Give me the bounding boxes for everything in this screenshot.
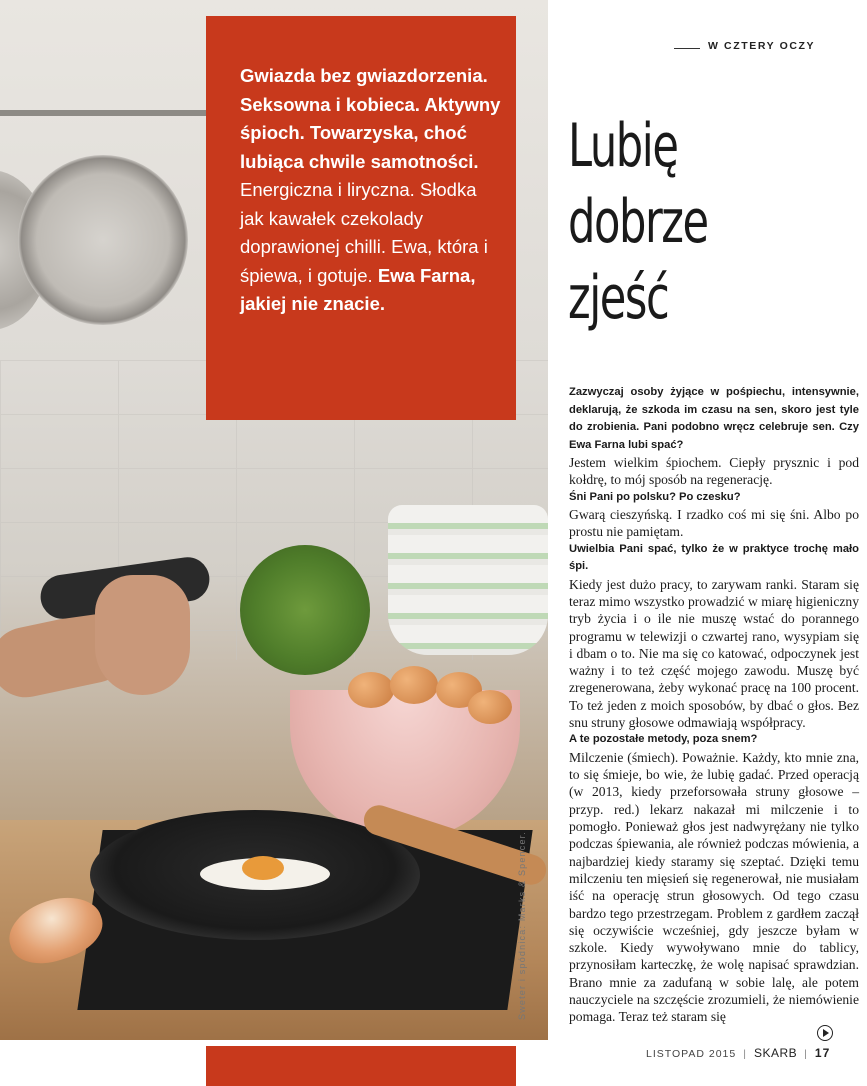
intro-light: Energiczna i liryczna. Słodka jak kawałek czekolady doprawionej chilli. Ewa, która i śpiewa, i gotuje. [240, 179, 488, 286]
footer-brand: SKARB [753, 1046, 798, 1060]
hanging-pan [18, 155, 188, 325]
headline [568, 108, 780, 336]
headline-line: dobrze [568, 187, 708, 257]
intro-bold: Gwiazda bez gwiazdorzenia. Seksowna i kobieca. Aktywny śpioch. Towarzyska, choć lubiąca chwile samotności. [240, 65, 501, 172]
intro-text [240, 62, 502, 319]
interview-question: Śni Pani po polsku? Po czesku? [569, 490, 741, 503]
interview-answer: Kiedy jest dużo pracy, to zarywam ranki. Staram się teraz mimo wszystko prowadzić w miarę higieniczny tryb życia i o ile nie muszę wstać do porannego programu w telewizji o czwartej rano, wysypiam się i dbam o to. Nie ma się co katować, odpoczynek jest ważny i to też część mojego zawodu. Muszę być zregenerowana, żeby wykonać pracę na 100 procent. To też jeden z moich sposobów, by dbać o głos. Bez snu struny głosowe odmawiają współpracy. [569, 576, 859, 731]
herb-plant [240, 545, 370, 675]
headline-line: zjeść [568, 263, 669, 333]
egg [390, 666, 438, 704]
interview-question: A te pozostałe metody, poza snem? [569, 733, 758, 746]
page-number: 17 [814, 1046, 831, 1060]
interview-answer: Milczenie (śmiech). Poważnie. Każdy, kto mnie zna, to się śmieje, bo wie, że lubię gadać. Przed operacją (w 2013, kiedy przeforsowała struny głosowe – przyp. red.) lekarz nakazał mi milczenie i to pomogło. Ponieważ głos jest nadwyrężany nie tylko podczas śpiewania, ale również podczas mówienia, a najbardziej kiedy staramy się szeptać. Dzięki temu milczeniu ten mięsień się regenerował, nie musiałam iść na operację strun głosowych. Od tego czasu bardzo tego przestrzegam. Problem z gardłem zaczął się oczywiście wcześniej, gdy jeszcze byłam w szkole. Kiedy wywoływano mnie do tablicy, przynosiłam karteczkę, że wolę napisać sprawdzian. Brano mnie za zadufaną w sobie lalę, ale potem nauczyciele na szczęście zrozumieli, że niemówienie pomaga. Teraz też staram się [569, 749, 859, 1025]
hand [95, 575, 190, 695]
photo-credit: Sweter i spódnica: Marks & Spencer. [517, 830, 527, 1020]
section-rule [674, 48, 700, 49]
egg [468, 690, 512, 724]
page-footer [646, 1046, 830, 1060]
section-label [674, 40, 864, 58]
intro-bold-end: Ewa Farna, jakiej nie znacie. [240, 264, 476, 314]
arrow-right-circle-icon[interactable] [817, 1025, 833, 1041]
pan-rail [0, 110, 210, 116]
interview-answer: Gwarą cieszyńską. I rzadko coś mi się śni. Albo po prostu nie pamiętam. [569, 507, 859, 540]
interview-answer: Jestem wielkim śpiochem. Ciepły prysznic i pod kołdrę, to mój sposób na regenerację. [569, 455, 859, 488]
accent-bar [206, 1046, 516, 1086]
egg [348, 672, 394, 708]
article-body [569, 384, 859, 1026]
section-label-text: W CZTERY OCZY [708, 40, 816, 52]
footer-issue: LISTOPAD 2015 [646, 1048, 737, 1060]
footer-separator: | [804, 1048, 808, 1060]
interview-question: Uwielbia Pani spać, tylko że w praktyce trochę mało śpi. [569, 542, 859, 573]
footer-separator: | [743, 1048, 747, 1060]
fried-egg-yolk [242, 856, 284, 880]
headline-line: Lubię [568, 111, 678, 181]
plate-stack [388, 505, 548, 655]
interview-question: Zazwyczaj osoby żyjące w pośpiechu, intensywnie, deklarują, że szkoda im czasu na sen, skoro jest tyle do zrobienia. Pani podobno wręcz celebruje sen. Czy Ewa Farna lubi spać? [569, 386, 859, 451]
